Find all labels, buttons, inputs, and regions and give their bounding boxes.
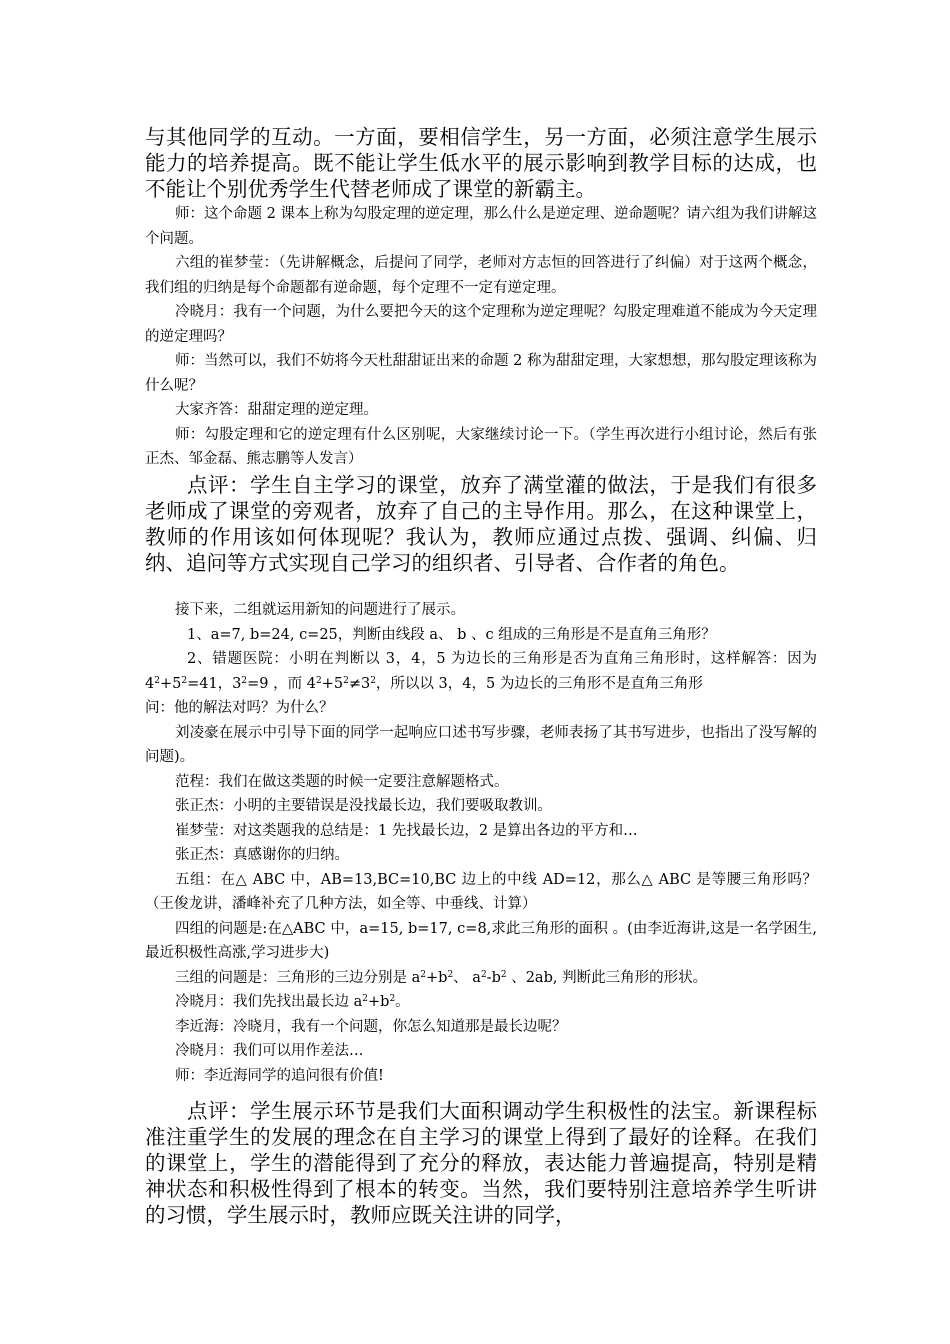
fan-cheng-line: 范程：我们在做这类题的时候一定要注意解题格式。 xyxy=(175,773,509,790)
group3-problem: 三组的问题是：三角形的三边分别是 $a^2+b^2$、 $a^2-b^2$ 、2ab, 判断此三角形的形状。 xyxy=(175,969,708,986)
li-jinhai-line: 李近海：冷晓月，我有一个问题，你怎么知道那是最长边呢？ xyxy=(175,1018,567,1035)
problem-2-question: 问：他的解法对吗？为什么？ xyxy=(145,700,334,716)
problem-1: 1、a=7, b=24, c=25，判断由线段 a、 b 、c 组成的三角形是不是直角三角形？ xyxy=(187,626,716,643)
group2-intro: 接下来，二组就运用新知的问题进行了展示。 xyxy=(175,602,465,618)
zhang-zhengjie-line-1: 张正杰：小明的主要错误是没找最长边，我们要吸取教训。 xyxy=(175,798,552,814)
leng-xiaoyue-line-1: 冷晓月：我们先找出最长边 $a^2+b^2$。 xyxy=(175,994,410,1010)
group6-answer: 六组的崔梦莹：（先讲解概念，后提问了同学，老师对方志恒的回答进行了纠偏）对于这两个概念，我们组的归纳是每个命题都有逆命题，每个定理不一定有逆定理。 xyxy=(145,255,817,296)
problem-2: 2、错题医院：小明在判断以 3，4，5 为边长的三角形是否为直角三角形时，这样解答：因为 $4^2+5^2=41$，$3^2=9$ ，而 $4^2+5^2\ne 3^2$，所以以 3，4，5 为边长的三角形不是直角三角形 xyxy=(145,651,817,692)
presentation-note: 刘凌豪在展示中引导下面的同学一起响应口述书写步骤，老师表扬了其书写进步，也指出了没写解的问题)。 xyxy=(145,724,817,765)
teacher-praise: 师：李近海同学的追问很有价值! xyxy=(175,1067,384,1084)
cui-mengying-line: 崔梦莹：对这类题我的总结是：1 先找最长边，2 是算出各边的平方和… xyxy=(175,822,638,839)
comment-section-1 xyxy=(145,472,817,576)
comment-student-presentation: 点评：学生展示环节是我们大面积调动学生积极性的法宝。新课程标准注重学生的发展的理念在自主学习的课堂上得到了最好的诠释。在我们的课堂上，学生的潜能得到了充分的释放，表达能力普遍提高，特别是精神状态和积极性得到了根本的转变。当然，我们要特别注意培养学生听讲的习惯，学生展示时，教师应既关注讲的同学， xyxy=(145,1099,817,1227)
student-question: 冷晓月：我有一个问题，为什么要把今天的这个定理称为逆定理呢？勾股定理难道不能成为今天定理的逆定理吗？ xyxy=(145,304,817,345)
comment-section-2 xyxy=(145,1098,817,1228)
group4-problem: 四组的问题是:在△ABC 中，a=15, b=17, c=8,求此三角形的面积 。(由李近海讲,这是一名学困生,最近积极性高涨,学习进步大) xyxy=(145,920,817,961)
group5-problem: 五组：在△ ABC 中，AB=13,BC=10,BC 边上的中线 AD=12，那么△ ABC 是等腰三角形吗？（王俊龙讲，潘峰补充了几种方法，如全等、中垂线、计算） xyxy=(145,871,817,912)
class-answer: 大家齐答：甜甜定理的逆定理。 xyxy=(175,402,378,418)
teacher-reply: 师：当然可以，我们不妨将今天杜甜甜证出来的命题 2 称为甜甜定理，大家想想，那勾股定理该称为什么呢？ xyxy=(145,353,817,394)
dialog-section-2 xyxy=(145,598,817,1088)
paragraph-interaction: 与其他同学的互动。一方面，要相信学生，另一方面，必须注意学生展示能力的培养提高。既不能让学生低水平的展示影响到教学目标的达成，也不能让个别优秀学生代替老师成了课堂的新霸主。 xyxy=(145,125,817,201)
teacher-question-converse-theorem: 师：这个命题 2 课本上称为勾股定理的逆定理，那么什么是逆定理、逆命题呢？请六组为我们讲解这个问题。 xyxy=(145,206,817,247)
paragraph-intro xyxy=(145,124,817,202)
zhang-zhengjie-line-2: 张正杰：真感谢你的归纳。 xyxy=(175,847,349,863)
teacher-discussion-prompt: 师：勾股定理和它的逆定理有什么区别呢，大家继续讨论一下。（学生再次进行小组讨论，然后有张正杰、邹金磊、熊志鹏等人发言） xyxy=(145,426,817,467)
leng-xiaoyue-line-2: 冷晓月：我们可以用作差法… xyxy=(175,1043,364,1059)
dialog-section-1 xyxy=(145,202,817,472)
comment-teacher-role: 点评：学生自主学习的课堂，放弃了满堂灌的做法，于是我们有很多老师成了课堂的旁观者，放弃了自己的主导作用。那么，在这种课堂上，教师的作用该如何体现呢？我认为，教师应通过点拨、强调、纠偏、归纳、追问等方式实现自己学习的组织者、引导者、合作者的角色。 xyxy=(145,473,817,575)
